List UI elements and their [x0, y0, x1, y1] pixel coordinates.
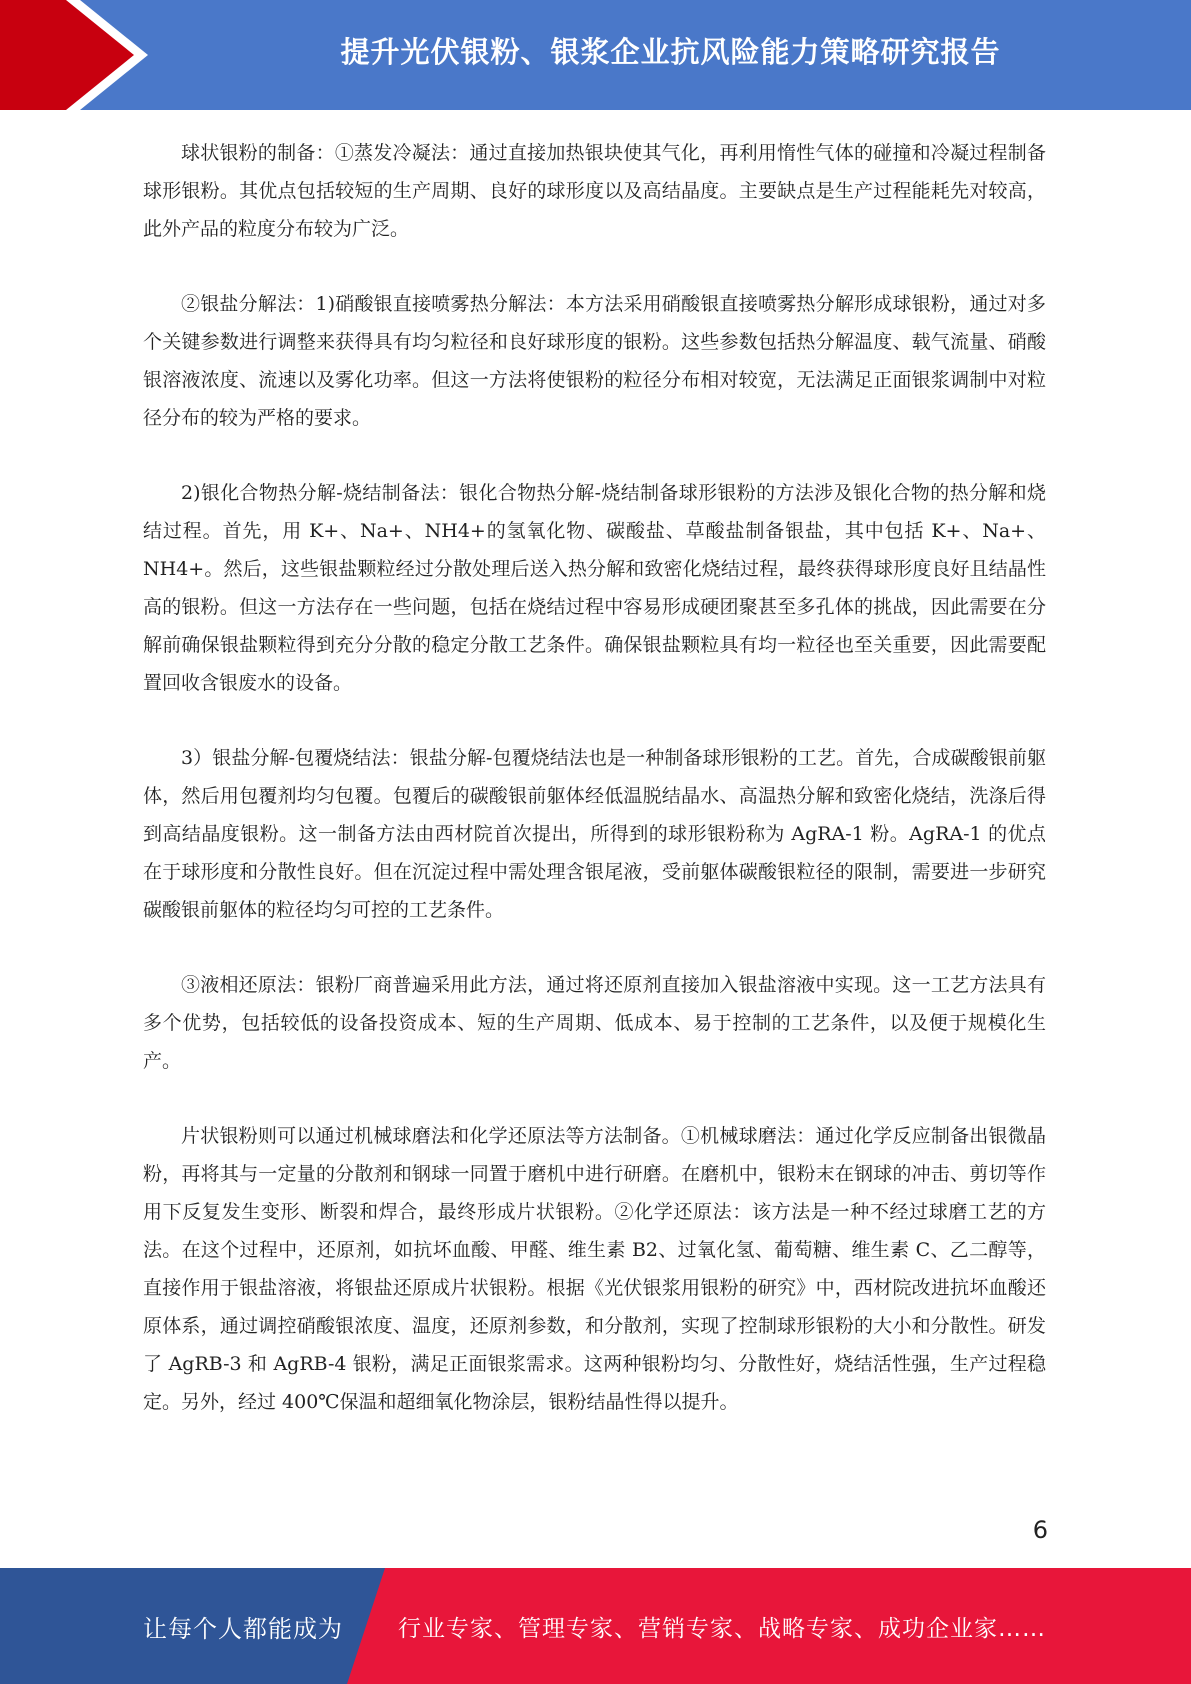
page-footer	[0, 1568, 1191, 1684]
body-text	[143, 134, 1046, 1458]
red-chevron-icon	[0, 0, 160, 110]
paragraph-flake-silver: 片状银粉则可以通过机械球磨法和化学还原法等方法制备。①机械球磨法：通过化学反应制备出银微晶粉，再将其与一定量的分散剂和钢球一同置于磨机中进行研磨。在磨机中，银粉末在钢球的冲击、剪切等作用下反复发生变形、断裂和焊合，最终形成片状银粉。②化学还原法：该方法是一种不经过球磨工艺的方法。在这个过程中，还原剂，如抗坏血酸、甲醛、维生素 B2、过氧化氢、葡萄糖、维生素 C、乙二醇等，直接作用于银盐溶液，将银盐还原成片状银粉。根据《光伏银浆用银粉的研究》中，西材院改进抗坏血酸还原体系，通过调控硝酸银浓度、温度，还原剂参数，和分散剂，实现了控制球形银粉的大小和分散性。研发了 AgRB-3 和 AgRB-4 银粉，满足正面银浆需求。这两种银粉均匀、分散性好，烧结活性强，生产过程稳定。另外，经过 400℃保温和超细氧化物涂层，银粉结晶性得以提升。	[143, 1125, 1046, 1413]
footer-slogan-left: 让每个人都能成为	[143, 1614, 343, 1643]
paragraph-coating-sintering: 3）银盐分解-包覆烧结法：银盐分解-包覆烧结法也是一种制备球形银粉的工艺。首先，合成碳酸银前躯体，然后用包覆剂均匀包覆。包覆后的碳酸银前躯体经低温脱结晶水、高温热分解和致密化烧结，洗涤后得到高结晶度银粉。这一制备方法由西材院首次提出，所得到的球形银粉称为 AgRA-1 粉。AgRA-1 的优点在于球形度和分散性良好。但在沉淀过程中需处理含银尾液，受前躯体碳酸银粒径的限制，需要进一步研究碳酸银前躯体的粒径均匀可控的工艺条件。	[143, 747, 1046, 921]
page-number: 6	[1032, 1516, 1048, 1544]
report-title: 提升光伏银粉、银浆企业抗风险能力策略研究报告	[340, 34, 1001, 69]
paragraph-compound-thermal-decomposition: 2)银化合物热分解-烧结制备法：银化合物热分解-烧结制备球形银粉的方法涉及银化合物的热分解和烧结过程。首先，用 K+、Na+、NH4+的氢氧化物、碳酸盐、草酸盐制备银盐，其中包括 K+、Na+、NH4+。然后，这些银盐颗粒经过分散处理后送入热分解和致密化烧结过程，最终获得球形度良好且结晶性高的银粉。但这一方法存在一些问题，包括在烧结过程中容易形成硬团聚甚至多孔体的挑战，因此需要在分解前确保银盐颗粒得到充分分散的稳定分散工艺条件。确保银盐颗粒具有均一粒径也至关重要，因此需要配置回收含银废水的设备。	[143, 482, 1046, 694]
page-header	[0, 0, 1191, 110]
paragraph-liquid-reduction: ③液相还原法：银粉厂商普遍采用此方法，通过将还原剂直接加入银盐溶液中实现。这一工艺方法具有多个优势，包括较低的设备投资成本、短的生产周期、低成本、易于控制的工艺条件，以及便于规模化生产。	[143, 974, 1046, 1072]
footer-slogan-right: 行业专家、管理专家、营销专家、战略专家、成功企业家……	[398, 1615, 1046, 1642]
paragraph-silver-salt-decomposition: ②银盐分解法：1)硝酸银直接喷雾热分解法：本方法采用硝酸银直接喷雾热分解形成球银粉，通过对多个关键参数进行调整来获得具有均匀粒径和良好球形度的银粉。这些参数包括热分解温度、载气流量、硝酸银溶液浓度、流速以及雾化功率。但这一方法将使银粉的粒径分布相对较宽，无法满足正面银浆调制中对粒径分布的较为严格的要求。	[143, 293, 1046, 429]
paragraph-spherical-silver-evaporation: 球状银粉的制备：①蒸发冷凝法：通过直接加热银块使其气化，再利用惰性气体的碰撞和冷凝过程制备球形银粉。其优点包括较短的生产周期、良好的球形度以及高结晶度。主要缺点是生产过程能耗先对较高，此外产品的粒度分布较为广泛。	[143, 142, 1046, 240]
